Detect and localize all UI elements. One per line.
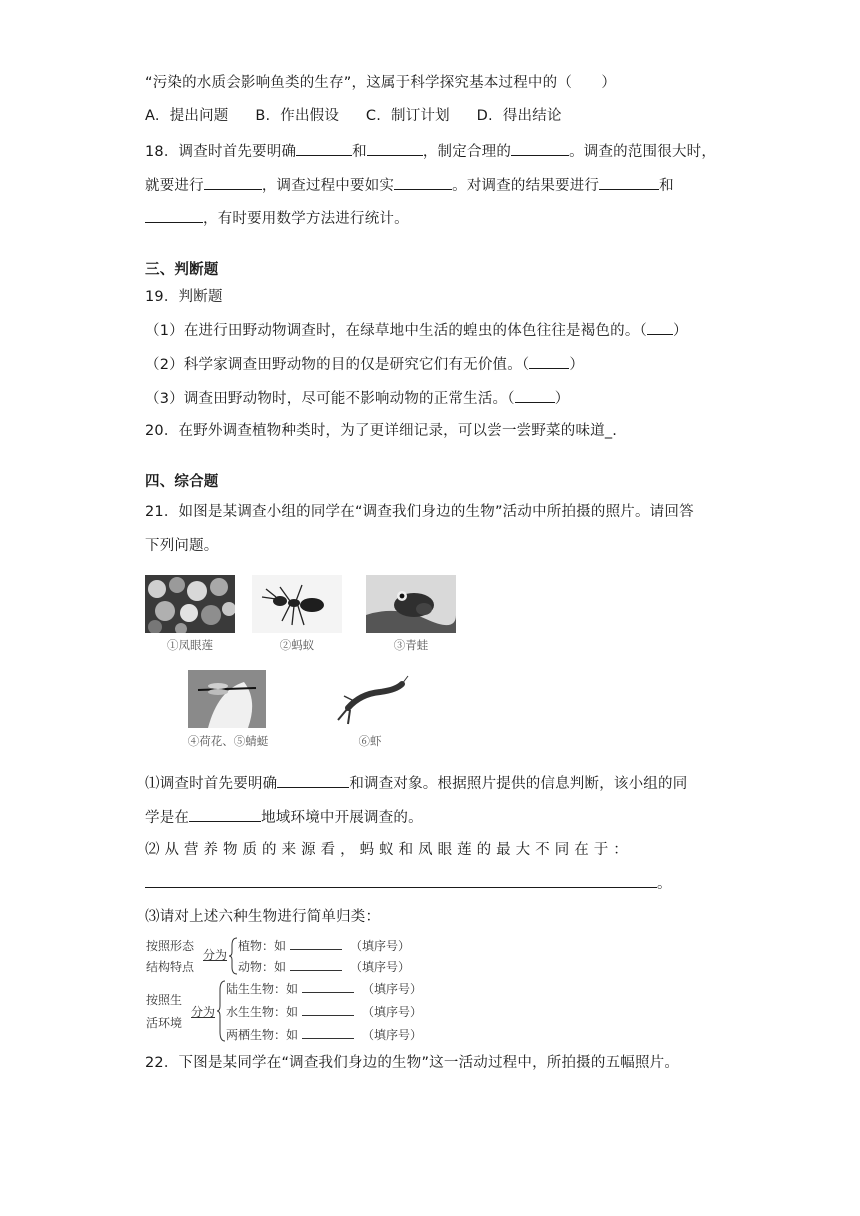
water-row: 水生生物：如 （填序号） — [226, 1005, 423, 1019]
section-title: 三、判断题 — [145, 262, 219, 278]
blank[interactable] — [647, 320, 673, 335]
q22: 22．下图是某同学在“调查我们身边的生物”这一活动过程中，所拍摄的五幅照片。 — [145, 1055, 680, 1071]
photo-frog — [366, 575, 456, 633]
blank[interactable] — [529, 354, 569, 369]
brace-2 — [216, 980, 226, 1042]
q18-line1: 18．调查时首先要明确 和 ，制定合理的 。调查的范围很大时， — [145, 141, 716, 162]
q21-part2-answer: 。 — [145, 873, 672, 894]
caption-2: ②蚂蚁 — [279, 638, 315, 652]
blank[interactable] — [204, 175, 262, 190]
blank[interactable] — [511, 141, 569, 156]
option-d[interactable]: D. 得出结论 — [476, 108, 562, 124]
q19-item-3: （3）调查田野动物时，尽可能不影响动物的正常生活。（ ） — [145, 388, 569, 409]
q21-part2: ⑵ 从 营 养 物 质 的 来 源 看 ， 蚂 蚁 和 凤 眼 莲 的 最 大 不 同 在 于 ： — [145, 842, 628, 858]
q21-part1-line2: 学是在 地域环境中开展调查的。 — [145, 807, 423, 828]
group2-fen: 分为 — [191, 1005, 216, 1019]
q19-item-1: （1）在进行田野动物调查时，在绿草地中生活的蝗虫的体色往往是褐色的。（ ） — [145, 320, 688, 341]
group1-fen: 分为 — [203, 948, 228, 962]
blank[interactable] — [302, 1004, 354, 1016]
brace-1 — [228, 937, 238, 975]
section-title: 四、综合题 — [145, 474, 219, 490]
animal-row: 动物：如 （填序号） — [238, 960, 411, 974]
q21-line1: 21．如图是某调查小组的同学在“调查我们身边的生物”活动中所拍摄的照片。请回答 — [145, 504, 694, 520]
option-a[interactable]: A. 提出问题 — [145, 108, 229, 124]
group2-label-a: 按照生 — [146, 993, 183, 1007]
q20: 20．在野外调查植物种类时，为了更详细记录，可以尝一尝野菜的味道_. — [145, 423, 618, 439]
photo-lotus-dragonfly — [188, 670, 266, 728]
blank[interactable] — [145, 208, 203, 223]
blank[interactable] — [145, 873, 657, 888]
land-row: 陆生生物：如 （填序号） — [226, 982, 423, 996]
q19-item-2: （2）科学家调查田野动物的目的仅是研究它们有无价值。（ ） — [145, 354, 584, 375]
caption-3: ③青蛙 — [393, 638, 429, 652]
option-c[interactable]: C. 制订计划 — [365, 108, 450, 124]
q21-part1-line1: ⑴调查时首先要明确 和调查对象。根据照片提供的信息判断，该小组的同 — [145, 773, 687, 794]
q18-line2: 就要进行 ，调查过程中要如实 。对调查的结果要进行 和 — [145, 175, 674, 196]
q17-options — [145, 106, 584, 126]
q21-line2: 下列问题。 — [145, 538, 219, 554]
caption-4: ④荷花、⑤蜻蜓 — [187, 734, 269, 748]
blank[interactable] — [189, 807, 261, 822]
blank[interactable] — [515, 388, 555, 403]
option-b[interactable]: B. 作出假设 — [255, 108, 340, 124]
amphibian-row: 两栖生物：如 （填序号） — [226, 1028, 423, 1042]
blank[interactable] — [296, 141, 352, 156]
photo-water-hyacinth — [145, 575, 235, 633]
group2-label-b: 活环境 — [146, 1016, 183, 1030]
blank[interactable] — [302, 981, 354, 993]
blank[interactable] — [277, 773, 349, 788]
caption-1: ①凤眼莲 — [167, 638, 213, 652]
blank[interactable] — [290, 959, 342, 971]
photo-ant — [252, 575, 342, 633]
blank[interactable] — [394, 175, 452, 190]
blank[interactable] — [367, 141, 423, 156]
q17-stem: “污染的水质会影响鱼类的生存”，这属于科学探究基本过程中的（ ） — [145, 75, 617, 91]
group1-label-a: 按照形态 — [146, 939, 195, 953]
caption-6: ⑥虾 — [358, 734, 382, 748]
q18-line3: ，有时要用数学方法进行统计。 — [145, 208, 409, 229]
photo-shrimp — [330, 672, 410, 728]
blank[interactable] — [599, 175, 659, 190]
blank[interactable] — [302, 1027, 354, 1039]
plant-row: 植物：如 （填序号） — [238, 939, 411, 953]
q21-part3: ⑶请对上述六种生物进行简单归类： — [145, 909, 381, 925]
group1-label-b: 结构特点 — [146, 960, 195, 974]
q19-title: 19．判断题 — [145, 289, 223, 305]
blank[interactable] — [290, 938, 342, 950]
